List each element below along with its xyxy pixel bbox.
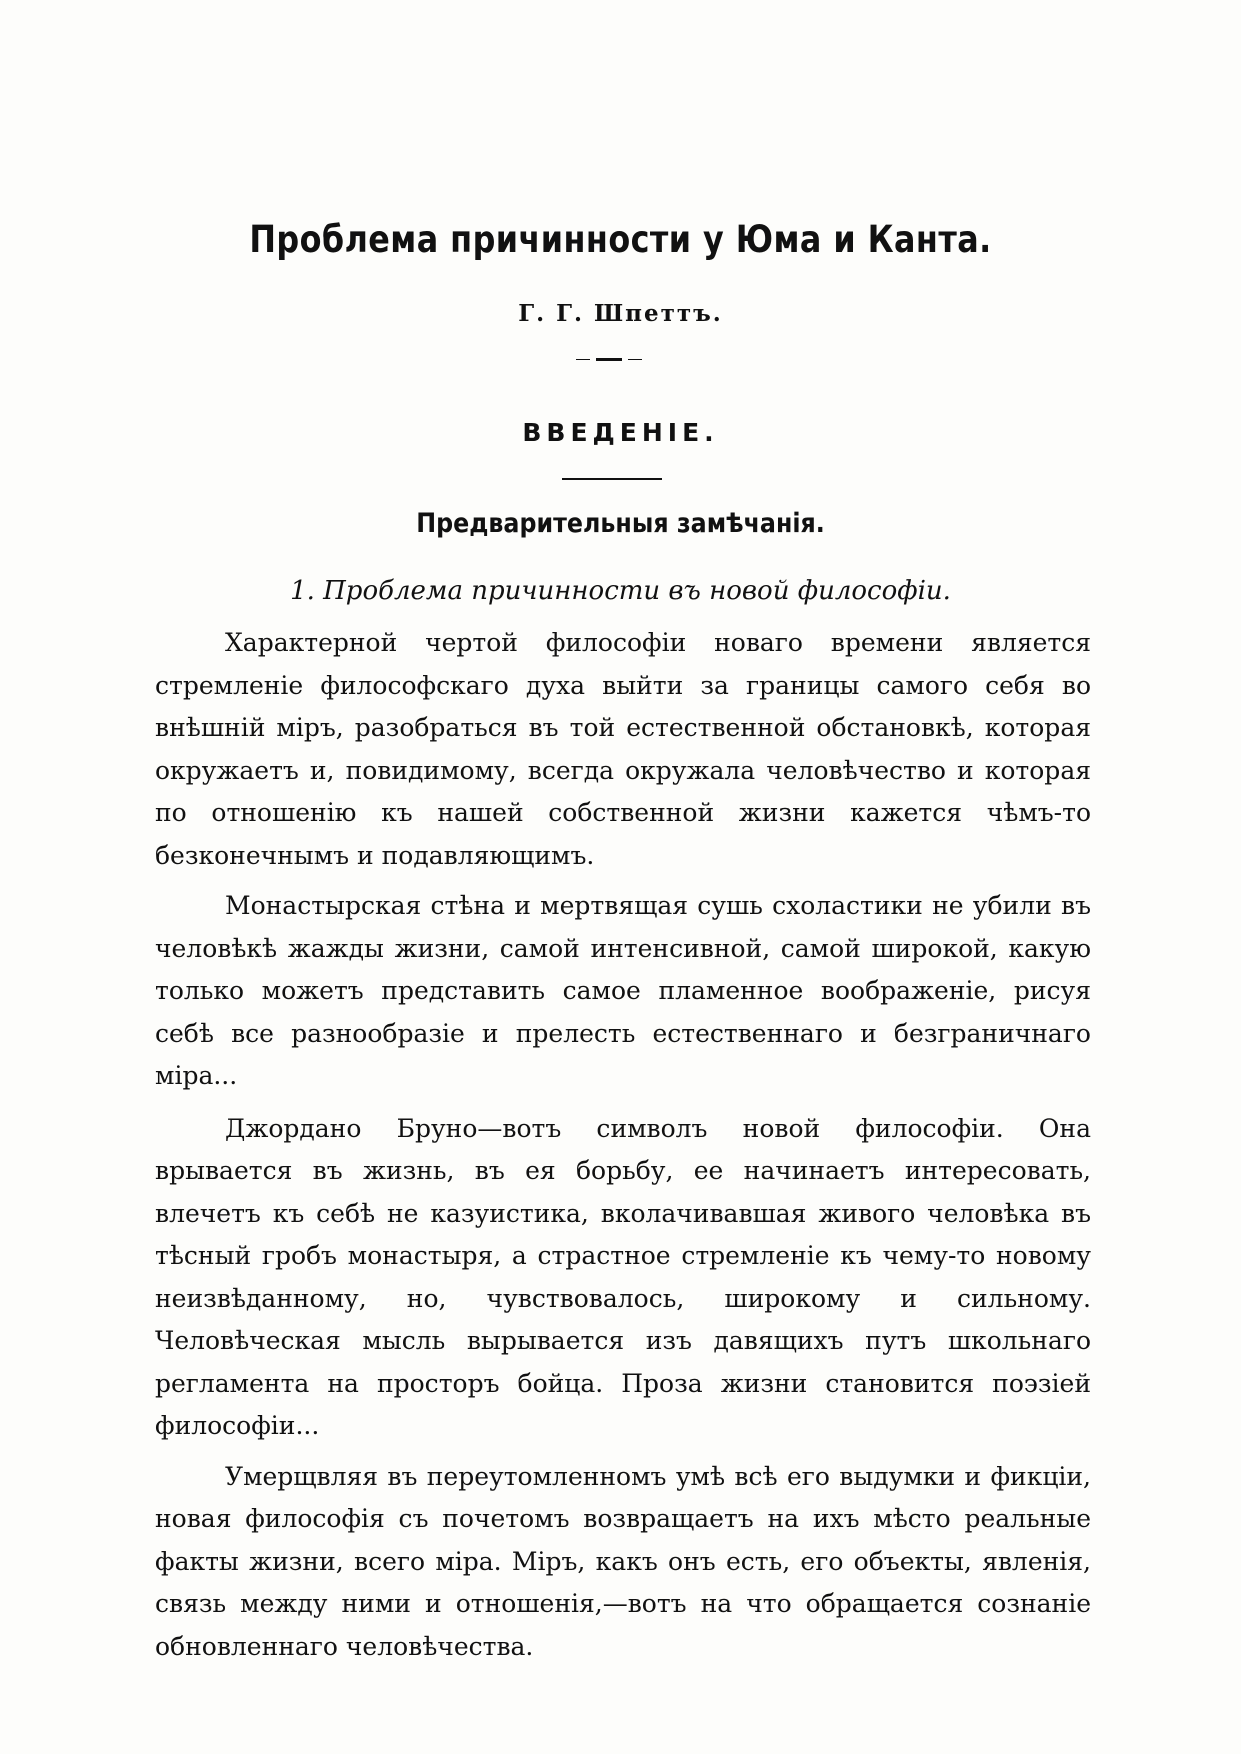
paragraph: Характерной чертой философіи новаго времени является стремленіе философскаго духа выйти за границы самого себя во внѣшній міръ, разобраться въ той естественной обстановкѣ, которая окружаетъ и, повидимому, всегда окружала человѣчество и которая по отношенію къ нашей собственной жизни кажется чѣмъ-то безконечнымъ и подавляющимъ. <box>155 628 1091 870</box>
section-title: 1. Проблема причинности въ новой философіи. <box>290 576 951 606</box>
article-title: Проблема причинности у Юма и Канта. <box>249 218 992 261</box>
body-text <box>155 622 1091 1676</box>
author-name: Г. Г. Шпеттъ. <box>518 300 723 327</box>
paragraph: Умерщвляя въ переутомленномъ умѣ всѣ его выдумки и фикціи, новая философія съ почетомъ возвращаетъ на ихъ мѣсто реальные факты жизни, всего міра. Міръ, какъ онъ есть, его объекты, явленія, связь между ними и отношенія,—вотъ на что обращается сознаніе обновленнаго человѣчества. <box>155 1461 1091 1661</box>
title-ornament <box>576 358 642 361</box>
subheading: Предварительныя замѣчанія. <box>416 508 825 539</box>
paragraph: Монастырская стѣна и мертвящая сушь схоластики не убили въ человѣкѣ жажды жизни, самой интенсивной, самой широкой, какую только можетъ представить самое пламенное воображеніе, рисуя себѣ все разнообразіе и прелесть естественнаго и безграничнаго міра... <box>155 891 1091 1090</box>
heading-rule <box>562 478 662 480</box>
intro-heading: ВВЕДЕНІЕ. <box>522 418 719 447</box>
paragraph: Джордано Бруно—вотъ символъ новой философіи. Она врывается въ жизнь, въ ея борьбу, ее начинаетъ интересовать, влечетъ къ себѣ не казуистика, вколачивавшая живого человѣка въ тѣсный гробъ монастыря, а страстное стремленіе къ чему-то новому неизвѣданному, но, чувствовалось, широкому и сильному. Человѣческая мысль вырывается изъ давящихъ путъ школьнаго регламента на просторъ бойца. Проза жизни становится поэзіей философіи... <box>155 1113 1091 1440</box>
